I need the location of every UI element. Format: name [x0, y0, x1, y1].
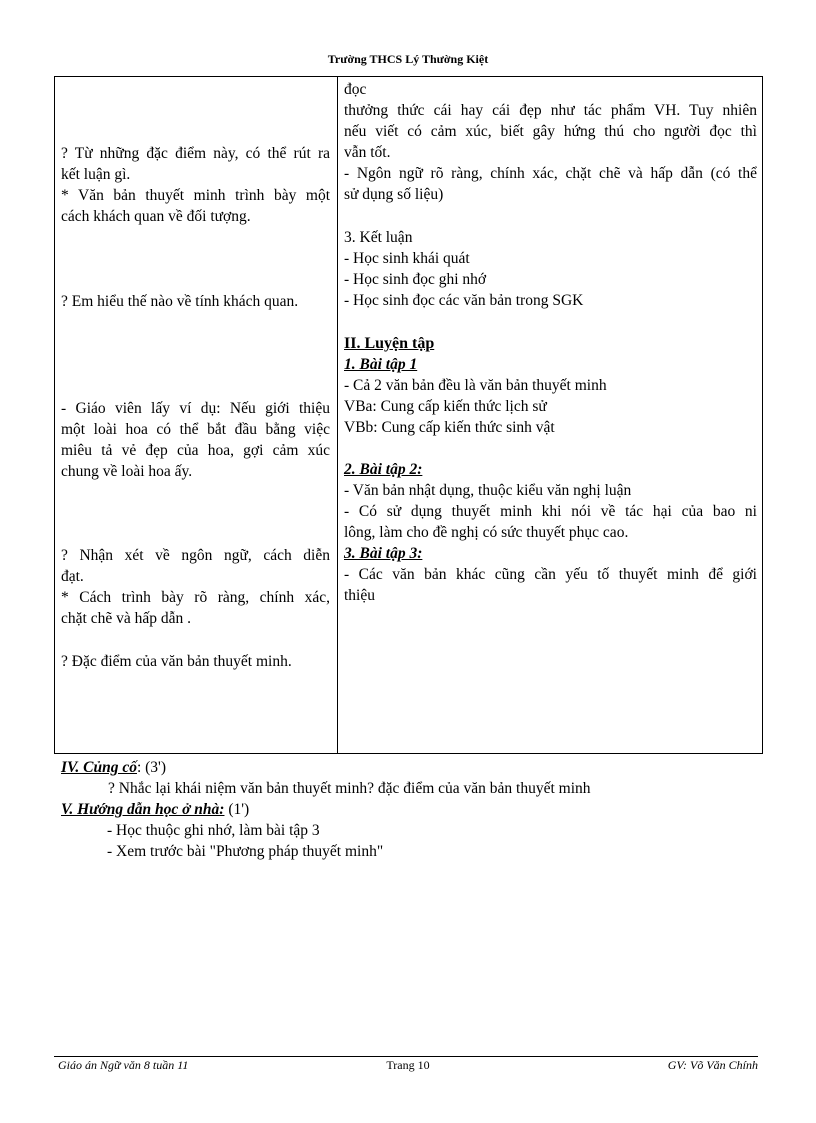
homework-item: - Xem trước bài "Phương pháp thuyết minh": [107, 843, 384, 860]
r-line1: đọc: [344, 81, 367, 98]
school-header: Trường THCS Lý Thường Kiệt: [327, 52, 489, 66]
q4-line: ? Đặc điểm của văn bản thuyết minh.: [61, 653, 292, 670]
a3-line2: chặt chẽ và hấp dẫn .: [61, 610, 191, 627]
answer-continuation: [344, 79, 757, 205]
ex-line3: miêu tả vẻ đẹp của hoa, gợi cảm xúc: [61, 442, 330, 459]
exercise2-line: - Có sử dụng thuyết minh khi nói về tác hại của bao ni: [344, 503, 757, 520]
exercise3-title: 3. Bài tập 3:: [344, 545, 423, 562]
ex-line4: chung về loài hoa ấy.: [61, 463, 193, 480]
spacer: [344, 438, 757, 459]
footer-left: Giáo án Ngữ văn 8 tuần 11: [58, 1058, 189, 1072]
column-divider: [337, 77, 338, 753]
question-objectivity: [61, 291, 330, 312]
conclusion-section: [344, 227, 757, 311]
ex-line2: một loài hoa có thể bắt đầu bằng việc: [61, 421, 330, 438]
r-line6: sử dụng số liệu): [344, 186, 444, 203]
lesson-table: [54, 76, 763, 754]
homework-time: (1'): [224, 801, 250, 818]
question-characteristics: [61, 651, 330, 672]
practice-section: [344, 333, 757, 606]
conclusion-item: - Học sinh đọc ghi nhớ: [344, 271, 487, 288]
consolidate-item: ? Nhắc lại khái niệm văn bản thuyết minh? đặc điểm của văn bản thuyết minh: [108, 780, 591, 797]
exercise1-line: - Cả 2 văn bản đều là văn bản thuyết minh: [344, 377, 607, 394]
q1-line1: ? Từ những đặc điểm này, có thể rút ra: [61, 145, 330, 162]
exercise3-line: thiệu: [344, 587, 375, 604]
exercise1-line: VBa: Cung cấp kiến thức lịch sử: [344, 398, 547, 415]
question-conclusion: [61, 143, 330, 227]
exercise3-line: - Các văn bản khác cũng cần yếu tố thuyết minh để giới: [344, 566, 757, 583]
consolidate-time: : (3'): [136, 759, 167, 776]
r-line2: thưởng thức cái hay cái đẹp như tác phẩm VH. Tuy nhiên: [344, 102, 757, 119]
exercise1-line: VBb: Cung cấp kiến thức sinh vật: [344, 419, 555, 436]
q1-line2: kết luận gì.: [61, 166, 131, 183]
q2-line: ? Em hiểu thế nào về tính khách quan.: [61, 293, 299, 310]
consolidate-heading-line: [61, 757, 166, 778]
exercise2-title: 2. Bài tập 2:: [344, 461, 423, 478]
r-line3: nếu viết có cảm xúc, biết gây hứng thú cho người đọc thì: [344, 123, 757, 140]
a1-line1: * Văn bản thuyết minh trình bày một: [61, 187, 330, 204]
a3-line1: * Cách trình bày rõ ràng, chính xác,: [61, 589, 330, 606]
conclusion-item: - Học sinh khái quát: [344, 250, 470, 267]
q3-line2: đạt.: [61, 568, 84, 585]
footer-rule: [54, 1056, 758, 1057]
homework-heading-line: [61, 799, 249, 820]
conclusion-item: - Học sinh đọc các văn bản trong SGK: [344, 292, 584, 309]
exercise2-line: lông, làm cho đề nghị có sức thuyết phục cao.: [344, 524, 629, 541]
exercise2-line: - Văn bản nhật dụng, thuộc kiểu văn nghị luận: [344, 482, 632, 499]
homework-heading: V. Hướng dẫn học ở nhà:: [61, 801, 225, 818]
exercise1-title: 1. Bài tập 1: [344, 356, 418, 373]
page-number: Trang 10: [386, 1058, 430, 1072]
a1-line2: cách khách quan về đối tượng.: [61, 208, 251, 225]
q3-line1: ? Nhận xét về ngôn ngữ, cách diễn: [61, 547, 330, 564]
homework-item: - Học thuộc ghi nhớ, làm bài tập 3: [107, 822, 320, 839]
ex-line1: - Giáo viên lấy ví dụ: Nếu giới thiệu: [61, 400, 330, 417]
practice-title: II. Luyện tập: [344, 335, 435, 352]
footer-right: GV: Võ Văn Chính: [667, 1058, 758, 1072]
consolidate-heading: IV. Củng cố: [61, 759, 137, 776]
teacher-example: [61, 398, 330, 482]
r-line5: - Ngôn ngữ rõ ràng, chính xác, chặt chẽ và hấp dẫn (có thể: [344, 165, 757, 182]
question-language: [61, 545, 330, 629]
r-line4: vẫn tốt.: [344, 144, 391, 161]
conclusion-title: 3. Kết luận: [344, 229, 413, 246]
